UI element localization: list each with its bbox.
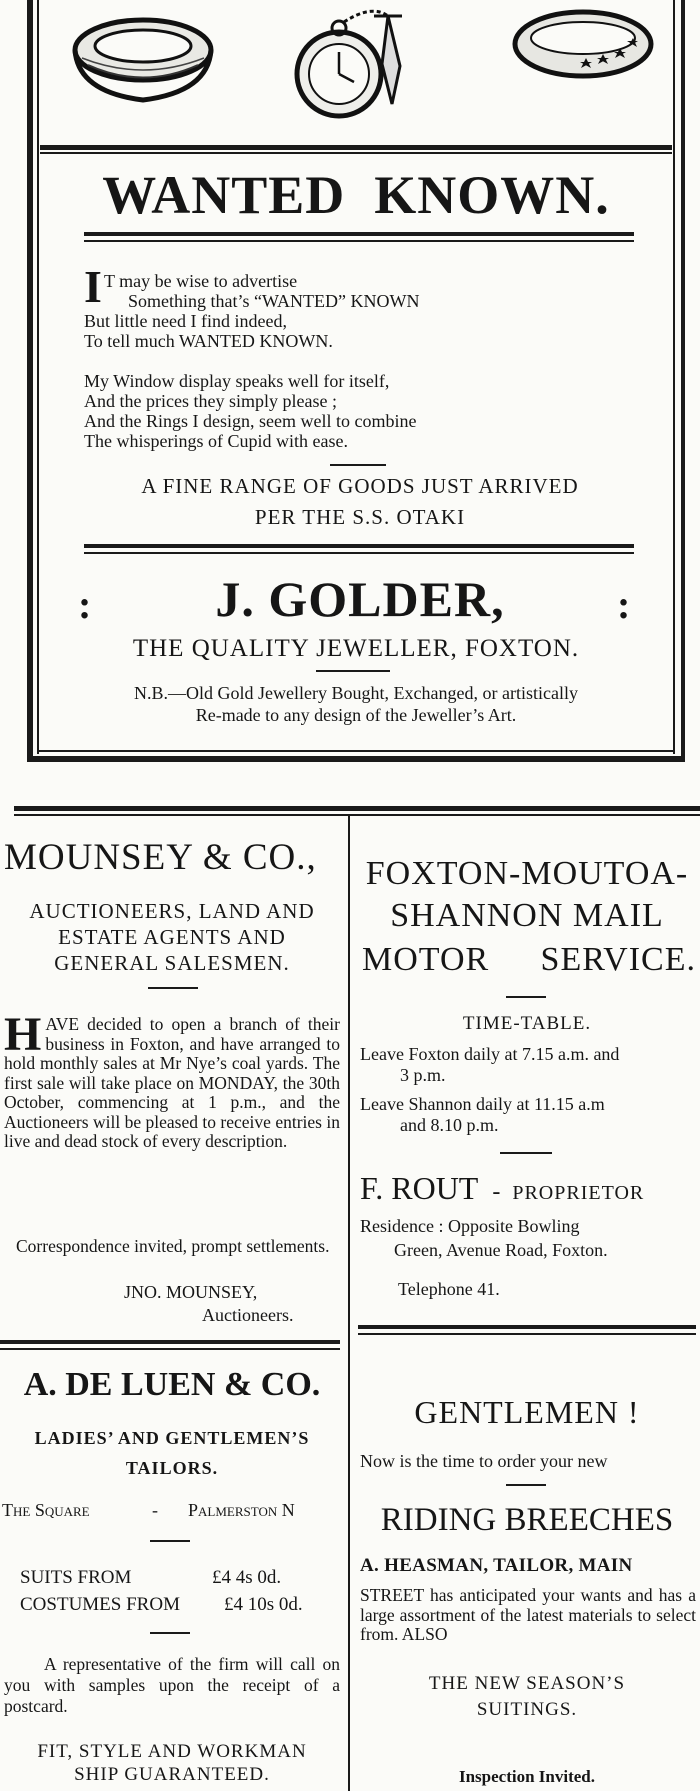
- residence-line-2: Green, Avenue Road, Foxton.: [394, 1240, 608, 1260]
- golder-headline: WANTED KNOWN.: [102, 165, 610, 225]
- mounsey-body: [4, 1008, 340, 1152]
- right-colon: :: [617, 582, 631, 627]
- subtitle-line: ESTATE AGENTS AND: [58, 925, 286, 949]
- mounsey-title: MOUNSEY & CO.,: [4, 837, 317, 878]
- heasman-headline: GENTLEMEN !: [414, 1394, 640, 1430]
- shannon-line-1: Leave Shannon daily at 11.15 a.m: [360, 1094, 605, 1114]
- arrival-line-1: A FINE RANGE OF GOODS JUST ARRIVED: [141, 474, 579, 498]
- heasman-breeches: RIDING BREECHES: [380, 1502, 674, 1538]
- motor-title-1: FOXTON-MOUTOA-: [365, 855, 689, 892]
- poem-line: And the Rings I design, seem well to combine: [84, 411, 417, 431]
- deluen-guarantee-2: SHIP GUARANTEED.: [74, 1764, 270, 1785]
- deluen-guarantee-1: FIT, STYLE AND WORKMAN: [37, 1741, 307, 1762]
- address-dash: -: [152, 1500, 158, 1520]
- motor-title-2: SHANNON MAIL: [390, 897, 664, 934]
- mounsey-drop-cap: H: [4, 1008, 42, 1061]
- suits-price: £4 4s 0d.: [212, 1567, 282, 1588]
- poem-line: My Window display speaks well for itself,: [84, 371, 390, 391]
- proprietor-label: PROPRIETOR: [512, 1182, 645, 1204]
- golder-poem: [84, 261, 644, 451]
- deluen-subtitle-2: TAILORS.: [125, 1458, 219, 1478]
- shannon-line-2: and 8.10 p.m.: [400, 1115, 499, 1135]
- costumes-price: £4 10s 0d.: [224, 1594, 303, 1615]
- mounsey-signature-title: Auctioneers.: [202, 1305, 294, 1325]
- heasman-body: STREET has anticipated your wants and has a large assortment of the latest materials to select from. ALSO: [360, 1585, 696, 1644]
- pocket-watch-illustration: [292, 4, 412, 126]
- motor-title-3a: MOTOR: [362, 941, 490, 978]
- poem-line: To tell much WANTED KNOWN.: [84, 331, 333, 351]
- proprietor-dash: -: [492, 1179, 501, 1205]
- poem-line: The whisperings of Cupid with ease.: [84, 431, 348, 451]
- heasman-tailor: A. HEASMAN, TAILOR, MAIN: [360, 1555, 633, 1576]
- poem-drop-cap: I: [84, 261, 102, 312]
- nb-line-2: Re-made to any design of the Jeweller’s Art.: [195, 705, 517, 725]
- proprietor-name: F. ROUT: [360, 1170, 479, 1206]
- suits-label: SUITS FROM: [20, 1567, 132, 1588]
- poem-line: Something that’s “WANTED” KNOWN: [128, 291, 420, 311]
- motor-title-3: [362, 940, 696, 980]
- star-ring-illustration: [508, 4, 658, 90]
- subtitle-line: AUCTIONEERS, LAND AND: [29, 899, 315, 923]
- heasman-season-1: THE NEW SEASON’S: [428, 1673, 626, 1694]
- golder-name: J. GOLDER,: [215, 571, 505, 627]
- deluen-address: [2, 1498, 342, 1522]
- heasman-inspection: Inspection Invited.: [458, 1767, 596, 1786]
- poem-line: T may be wise to advertise: [104, 271, 298, 291]
- deluen-title: A. DE LUEN & CO.: [23, 1366, 321, 1403]
- deluen-rep: A representative of the firm will call on you with samples upon the receipt of a postcard.: [4, 1654, 340, 1716]
- mounsey-correspondence: Correspondence invited, prompt settlements.: [16, 1236, 330, 1256]
- bangle-illustration: [68, 10, 218, 110]
- deluen-subtitle-1: LADIES’ AND GENTLEMEN’S: [34, 1428, 310, 1448]
- motor-title-3b: SERVICE.: [540, 941, 696, 978]
- golder-tagline: THE QUALITY JEWELLER, FOXTON.: [132, 635, 580, 662]
- poem-line: And the prices they simply please ;: [84, 391, 337, 411]
- foxton-line-2: 3 p.m.: [400, 1065, 446, 1085]
- mounsey-signature-name: JNO. MOUNSEY,: [124, 1282, 258, 1302]
- timetable-heading: TIME-TABLE.: [462, 1013, 592, 1034]
- mounsey-body-text: AVE decided to open a branch of their business in Foxton, and have arranged to hold monthly sales at Mr Nye’s coal yards. The first sale will take place on MONDAY, the 30th October, commencing at 1 p.m., and the Auctioneers will be pleased to receive entries in live and dead stock of every description.: [4, 1014, 340, 1151]
- address-left: The Square: [2, 1500, 90, 1520]
- heasman-now: Now is the time to order your new: [360, 1451, 608, 1471]
- address-right: Palmerston N: [188, 1500, 295, 1520]
- nb-line-1: N.B.—Old Gold Jewellery Bought, Exchanged, or artistically: [134, 683, 578, 703]
- heasman-season-2: SUITINGS.: [476, 1699, 578, 1720]
- proprietor-line: [360, 1168, 696, 1215]
- poem-line: But little need I find indeed,: [84, 311, 287, 331]
- residence-line-1: Residence : Opposite Bowling: [360, 1216, 580, 1236]
- telephone: Telephone 41.: [398, 1279, 500, 1299]
- left-colon: :: [78, 582, 92, 627]
- arrival-line-2: PER THE S.S. OTAKI: [254, 505, 466, 529]
- foxton-line-1: Leave Foxton daily at 7.15 a.m. and: [360, 1044, 620, 1064]
- mounsey-subtitle: [0, 898, 344, 976]
- costumes-label: COSTUMES FROM: [20, 1594, 180, 1615]
- subtitle-line: GENERAL SALESMEN.: [54, 951, 290, 975]
